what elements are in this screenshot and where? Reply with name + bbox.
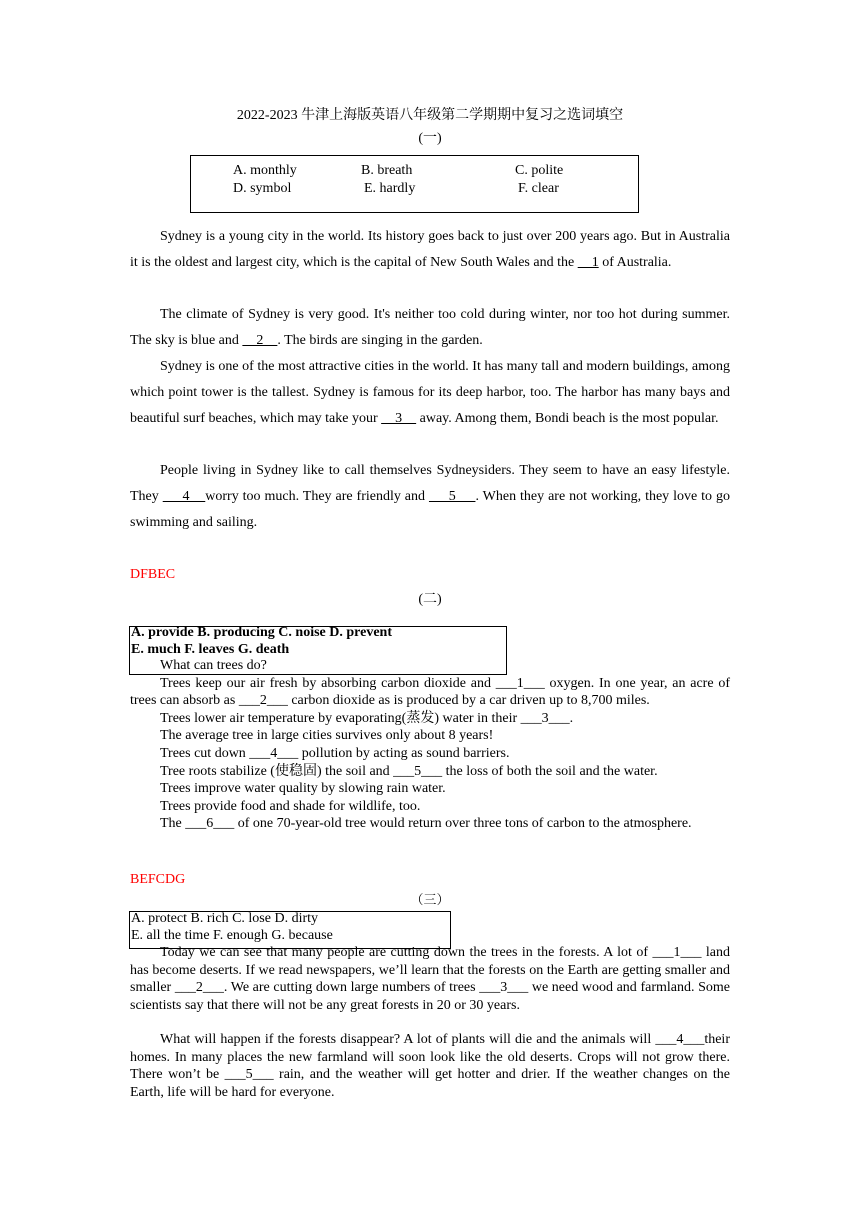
- option-b: B. breath: [361, 163, 413, 178]
- section3-heading: （三）: [410, 892, 450, 907]
- section2-options-line-2: E. much F. leaves G. death: [131, 642, 290, 657]
- section2-options-line-1: A. provide B. producing C. noise D. prevent: [131, 625, 392, 640]
- section1-paragraph-3: Sydney is one of the most attractive cities in the world. It has many tall and modern buildings, among which point tower is the tallest. Sydney is famous for its deep harbor, too. The harbor has many bays and beautiful surf beaches, which may take your 3 away. Among them, Bondi beach is the most popular.: [130, 359, 730, 426]
- section1-paragraph-4: People living in Sydney like to call themselves Sydneysiders. They seem to have an easy lifestyle. They 4 worry too much. They are friendly and 5 . When they are not working, they love to go swimming and sailing.: [130, 463, 731, 530]
- section2-intro: What can trees do?: [160, 658, 267, 673]
- blank-4: 4: [162, 489, 206, 504]
- section2-line-7: Trees provide food and shade for wildlife, too.: [160, 798, 421, 814]
- section1-answer: DFBEC: [130, 567, 176, 582]
- section2-line-6: Trees improve water quality by slowing rain water.: [160, 781, 446, 797]
- section2-line-3: The average tree in large cities survives only about 8 years!: [160, 728, 494, 744]
- blank-1: 1: [577, 255, 599, 270]
- section2-line-1: Trees keep our air fresh by absorbing carbon dioxide and ___1___ oxygen. In one year, an acre of trees can absorb as ___2___ carbon dioxide as is produced by a car driven up to 8,700 miles.: [130, 675, 730, 709]
- blank-5: 5: [428, 489, 476, 504]
- option-a: A. monthly: [233, 163, 297, 178]
- document-title: 2022-2023 牛津上海版英语八年级第二学期期中复习之选词填空: [236, 108, 624, 123]
- section1-options-box: [190, 155, 639, 213]
- section3-paragraph-2: What will happen if the forests disappear? A lot of plants will die and the animals will ___4___their homes. In many places the new farmland will soon look like the old deserts. Crops will not grow there. There won’t be ___5___ rain, and the weather will get hotter and drier. If the weather changes on the Earth, life will be hard for everyone.: [130, 1032, 730, 1100]
- section1-paragraph-2: The climate of Sydney is very good. It's neither too cold during winter, nor too hot during summer. The sky is blue and 2 . The birds are singing in the garden.: [130, 307, 730, 348]
- section3-paragraph-1: Today we can see that many people are cutting down the trees in the forests. A lot of ___1___ land has become deserts. If we read newspapers, we’ll learn that the forests on the Earth are getting smaller and smaller ___2___. We are cutting down large numbers of trees ___3___ we need wood and farmland. Some scientists say that there will not be any great forests in 20 or 30 years.: [130, 945, 730, 1013]
- section2-answer: BEFCDG: [130, 872, 186, 887]
- option-d: D. symbol: [233, 181, 292, 196]
- section2-line-2: Trees lower air temperature by evaporating(蒸发) water in their ___3___.: [160, 710, 574, 726]
- option-c: C. polite: [515, 163, 564, 178]
- blank-2: 2: [242, 333, 278, 348]
- section2-body: [130, 657, 730, 833]
- section3-options-line-2: E. all the time F. enough G. because: [131, 928, 333, 943]
- section2-line-8: The ___6___ of one 70-year-old tree would return over three tons of carbon to the atmosphere.: [160, 816, 692, 832]
- blank-3: 3: [381, 411, 417, 426]
- section2-heading: (二): [418, 592, 442, 607]
- option-e: E. hardly: [364, 181, 416, 196]
- section2-line-4: Trees cut down ___4___ pollution by acting as sound barriers.: [160, 745, 510, 761]
- section1-heading: (一): [418, 131, 442, 146]
- option-f: F. clear: [518, 181, 559, 196]
- section1-paragraph-1: Sydney is a young city in the world. Its history goes back to just over 200 years ago. But in Australia it is the oldest and largest city, which is the capital of New South Wales and the 1 of Australia.: [130, 229, 730, 270]
- section3-options-line-1: A. protect B. rich C. lose D. dirty: [131, 911, 319, 926]
- section2-line-5: Tree roots stabilize (使稳固) the soil and ___5___ the loss of both the soil and the water.: [160, 763, 658, 779]
